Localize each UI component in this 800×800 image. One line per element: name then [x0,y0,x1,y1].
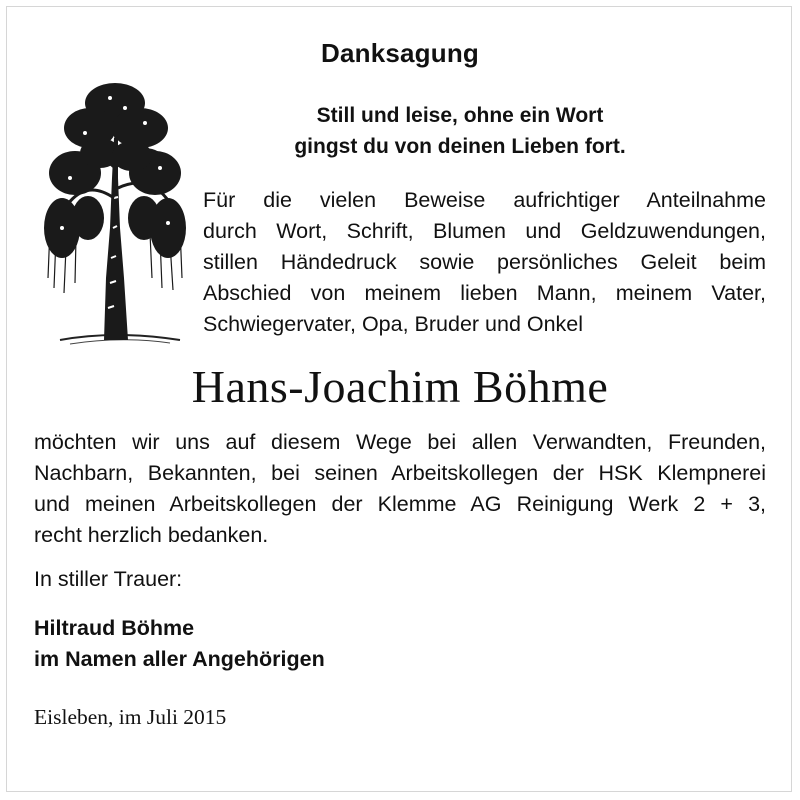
intro-paragraph [203,185,766,340]
deceased-name: Hans-Joachim Böhme [191,361,609,412]
body-line: möchten wir uns auf diesem Wege bei allen Verwandten, Freunden, [34,430,766,454]
signatories [34,613,325,675]
poem-line: gingst du von deinen Lieben fort. [294,135,626,158]
poem [240,100,680,162]
intro-line: Abschied von meinem lieben Mann, meinem Vater, [203,281,766,305]
intro-line: Für die vielen Beweise aufrichtiger Anteilnahme [203,188,766,212]
notice-title: Danksagung [320,38,480,68]
intro-line: stillen Händedruck sowie persönliches Geleit beim [203,250,766,274]
body-line: recht herzlich bedanken. [34,523,269,547]
place-date: Eisleben, im Juli 2015 [34,705,227,729]
body-line: Nachbarn, Bekannten, bei seinen Arbeitskollegen der HSK Klempnerei [34,461,766,485]
birch-tree-icon [40,78,190,350]
signatory-note: im Namen aller Angehörigen [34,647,325,671]
thanks-paragraph [34,427,766,551]
intro-line: Schwiegervater, Opa, Bruder und Onkel [203,312,584,336]
poem-line: Still und leise, ohne ein Wort [316,104,604,127]
signatory-name: Hiltraud Böhme [34,616,195,640]
intro-line: durch Wort, Schrift, Blumen und Geldzuwendungen, [203,219,766,243]
mourning-label: In stiller Trauer: [34,567,183,591]
body-line: und meinen Arbeitskollegen der Klemme AG Reinigung Werk 2 + 3, [34,492,766,516]
